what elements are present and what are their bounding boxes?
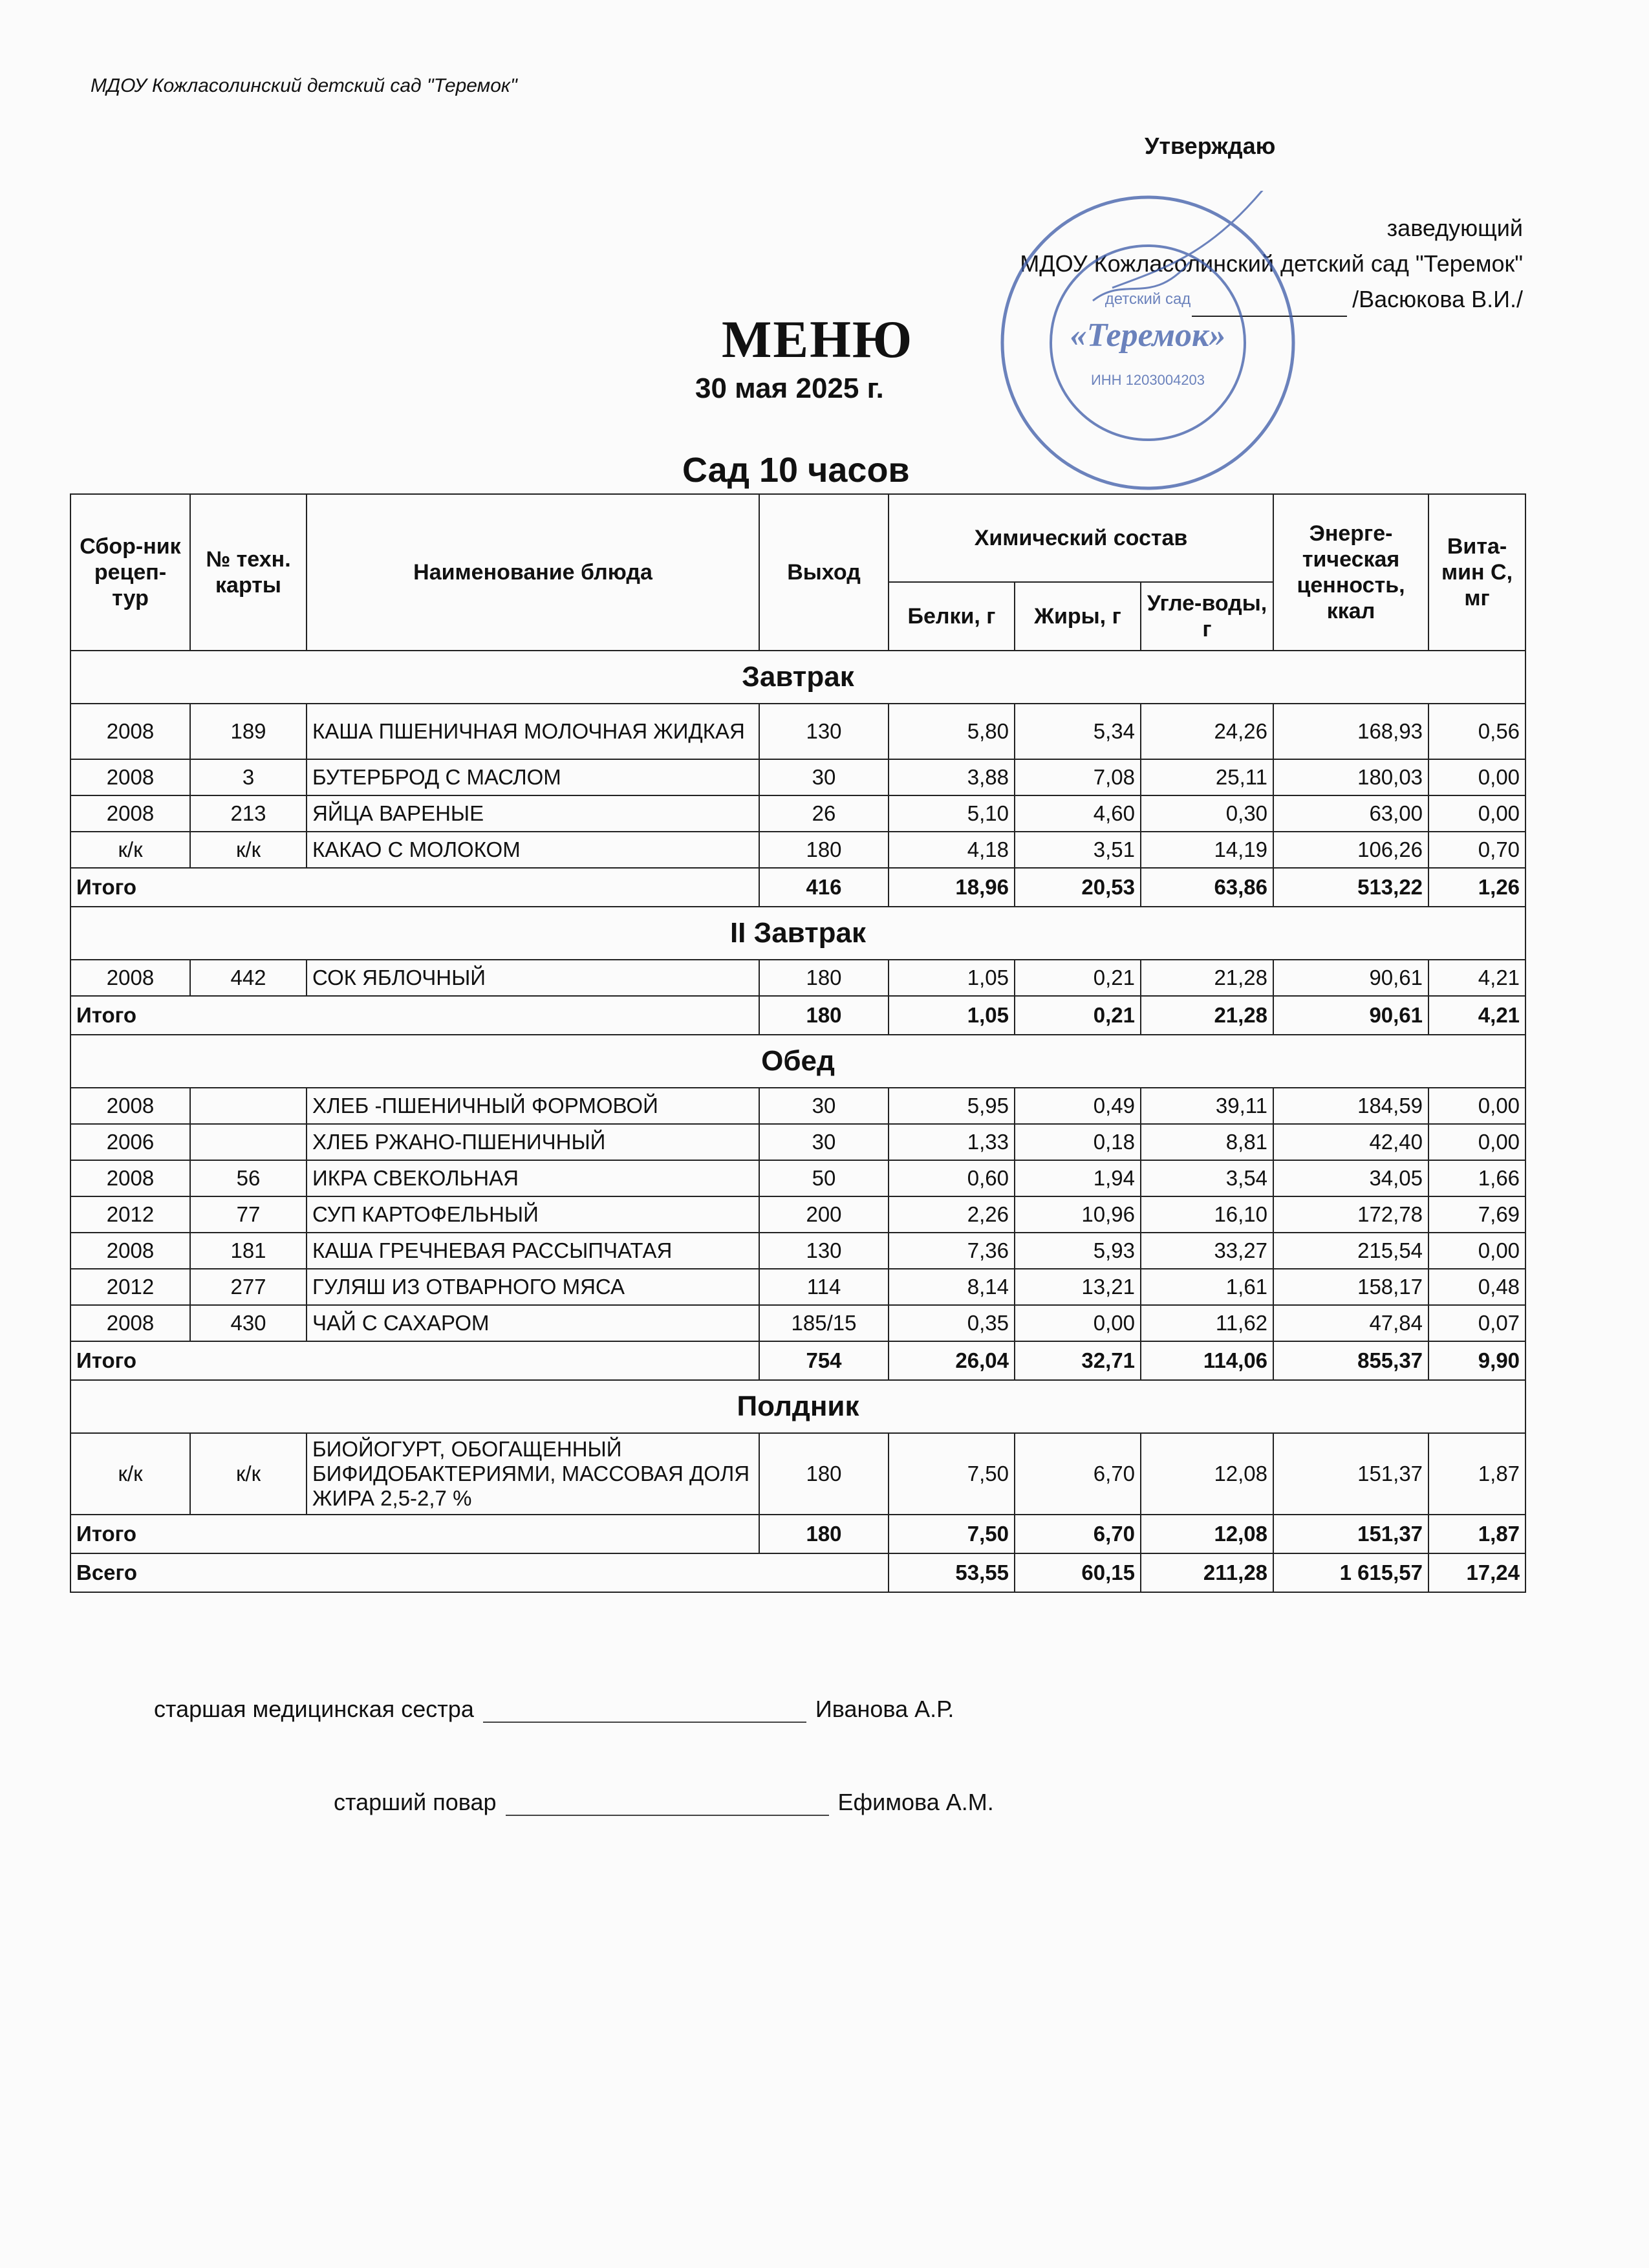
cell-dish-name: СУП КАРТОФЕЛЬНЫЙ bbox=[307, 1196, 759, 1233]
table-row bbox=[70, 704, 1525, 759]
cell-yield: 26 bbox=[759, 795, 889, 832]
section-title: Обед bbox=[70, 1035, 1525, 1088]
cell-dish-name: КАША ГРЕЧНЕВАЯ РАССЫПЧАТАЯ bbox=[307, 1233, 759, 1269]
cell-yield: 30 bbox=[759, 1088, 889, 1124]
cell-vitamin: 0,00 bbox=[1428, 795, 1525, 832]
col-vitamin: Вита-мин С, мг bbox=[1428, 494, 1525, 651]
table-row bbox=[70, 832, 1525, 868]
cell-energy: 34,05 bbox=[1273, 1160, 1428, 1196]
manager-position: заведующий bbox=[1386, 215, 1523, 241]
grand-total-label: Всего bbox=[70, 1553, 889, 1592]
table-row bbox=[70, 1305, 1525, 1341]
cell-energy: 106,26 bbox=[1273, 832, 1428, 868]
total-row bbox=[70, 996, 1525, 1035]
total-carbs: 21,28 bbox=[1141, 996, 1273, 1035]
stamp-seal bbox=[996, 191, 1300, 495]
total-proteins: 26,04 bbox=[889, 1341, 1015, 1380]
total-proteins: 18,96 bbox=[889, 868, 1015, 907]
cell-yield: 185/15 bbox=[759, 1305, 889, 1341]
cell-proteins: 0,35 bbox=[889, 1305, 1015, 1341]
total-carbs: 114,06 bbox=[1141, 1341, 1273, 1380]
cell-vitamin: 0,00 bbox=[1428, 1088, 1525, 1124]
cell-proteins: 5,80 bbox=[889, 704, 1015, 759]
cell-card: 181 bbox=[190, 1233, 307, 1269]
cell-fats: 5,34 bbox=[1015, 704, 1141, 759]
cell-carbs: 16,10 bbox=[1141, 1196, 1273, 1233]
total-yield: 754 bbox=[759, 1341, 889, 1380]
total-vitamin: 1,87 bbox=[1428, 1515, 1525, 1553]
cell-fats: 1,94 bbox=[1015, 1160, 1141, 1196]
col-carbs: Угле-воды, г bbox=[1141, 582, 1273, 651]
total-fats: 6,70 bbox=[1015, 1515, 1141, 1553]
manager-org: МДОУ Кожласолинский детский сад "Теремок" bbox=[1020, 250, 1523, 277]
cell-yield: 30 bbox=[759, 1124, 889, 1160]
table-row bbox=[70, 1269, 1525, 1305]
cell-carbs: 1,61 bbox=[1141, 1269, 1273, 1305]
cell-yield: 180 bbox=[759, 960, 889, 996]
section-header bbox=[70, 907, 1525, 960]
cell-dish-name: БИОЙОГУРТ, ОБОГАЩЕННЫЙ БИФИДОБАКТЕРИЯМИ, МАССОВАЯ ДОЛЯ ЖИРА 2,5-2,7 % bbox=[307, 1433, 759, 1515]
cell-carbs: 8,81 bbox=[1141, 1124, 1273, 1160]
cell-collection: к/к bbox=[70, 1433, 190, 1515]
total-label: Итого bbox=[70, 1515, 759, 1553]
total-yield: 180 bbox=[759, 996, 889, 1035]
cell-fats: 13,21 bbox=[1015, 1269, 1141, 1305]
cell-yield: 180 bbox=[759, 1433, 889, 1515]
total-energy: 513,22 bbox=[1273, 868, 1428, 907]
col-energy: Энерге-тическая ценность, ккал bbox=[1273, 494, 1428, 651]
cell-carbs: 3,54 bbox=[1141, 1160, 1273, 1196]
approve-label: Утверждаю bbox=[1145, 133, 1276, 159]
cell-carbs: 33,27 bbox=[1141, 1233, 1273, 1269]
cell-dish-name: ХЛЕБ -ПШЕНИЧНЫЙ ФОРМОВОЙ bbox=[307, 1088, 759, 1124]
cell-fats: 0,49 bbox=[1015, 1088, 1141, 1124]
cell-collection: 2008 bbox=[70, 795, 190, 832]
cell-card: 3 bbox=[190, 759, 307, 795]
table-row bbox=[70, 960, 1525, 996]
cell-dish-name: ЧАЙ С САХАРОМ bbox=[307, 1305, 759, 1341]
total-row bbox=[70, 1341, 1525, 1380]
cell-card bbox=[190, 1124, 307, 1160]
cell-vitamin: 0,00 bbox=[1428, 1233, 1525, 1269]
cell-card bbox=[190, 1088, 307, 1124]
cell-collection: 2008 bbox=[70, 1305, 190, 1341]
total-label: Итого bbox=[70, 996, 759, 1035]
total-fats: 0,21 bbox=[1015, 996, 1141, 1035]
total-energy: 90,61 bbox=[1273, 996, 1428, 1035]
total-label: Итого bbox=[70, 1341, 759, 1380]
cell-fats: 7,08 bbox=[1015, 759, 1141, 795]
section-title: II Завтрак bbox=[70, 907, 1525, 960]
grand-total-energy: 1 615,57 bbox=[1273, 1553, 1428, 1592]
cell-energy: 63,00 bbox=[1273, 795, 1428, 832]
cell-fats: 0,21 bbox=[1015, 960, 1141, 996]
cell-carbs: 39,11 bbox=[1141, 1088, 1273, 1124]
cell-vitamin: 0,48 bbox=[1428, 1269, 1525, 1305]
cell-collection: 2008 bbox=[70, 704, 190, 759]
cell-proteins: 1,33 bbox=[889, 1124, 1015, 1160]
total-energy: 855,37 bbox=[1273, 1341, 1428, 1380]
table-row bbox=[70, 1088, 1525, 1124]
cell-card: к/к bbox=[190, 832, 307, 868]
total-vitamin: 1,26 bbox=[1428, 868, 1525, 907]
col-tech-card: № техн. карты bbox=[190, 494, 307, 651]
signature-stroke bbox=[1112, 191, 1267, 288]
cell-vitamin: 1,66 bbox=[1428, 1160, 1525, 1196]
cell-carbs: 21,28 bbox=[1141, 960, 1273, 996]
total-yield: 180 bbox=[759, 1515, 889, 1553]
cell-fats: 0,00 bbox=[1015, 1305, 1141, 1341]
cell-fats: 5,93 bbox=[1015, 1233, 1141, 1269]
cell-collection: 2006 bbox=[70, 1124, 190, 1160]
cell-proteins: 4,18 bbox=[889, 832, 1015, 868]
cell-card: 77 bbox=[190, 1196, 307, 1233]
col-fats: Жиры, г bbox=[1015, 582, 1141, 651]
cook-signoff bbox=[334, 1789, 994, 1816]
cell-energy: 184,59 bbox=[1273, 1088, 1428, 1124]
cell-carbs: 0,30 bbox=[1141, 795, 1273, 832]
nurse-position: старшая медицинская сестра bbox=[154, 1696, 474, 1722]
menu-table bbox=[70, 493, 1526, 1593]
total-carbs: 63,86 bbox=[1141, 868, 1273, 907]
cell-carbs: 25,11 bbox=[1141, 759, 1273, 795]
cell-fats: 6,70 bbox=[1015, 1433, 1141, 1515]
cell-collection: 2008 bbox=[70, 759, 190, 795]
section-header bbox=[70, 1035, 1525, 1088]
cell-yield: 180 bbox=[759, 832, 889, 868]
cell-carbs: 11,62 bbox=[1141, 1305, 1273, 1341]
cell-carbs: 12,08 bbox=[1141, 1433, 1273, 1515]
cell-proteins: 8,14 bbox=[889, 1269, 1015, 1305]
cell-carbs: 14,19 bbox=[1141, 832, 1273, 868]
stamp-center-text: «Теремок» bbox=[1070, 317, 1226, 354]
cell-yield: 130 bbox=[759, 1233, 889, 1269]
total-label: Итого bbox=[70, 868, 759, 907]
document-subtitle: Сад 10 часов bbox=[682, 451, 910, 490]
cell-yield: 200 bbox=[759, 1196, 889, 1233]
table-row bbox=[70, 1433, 1525, 1515]
table-row bbox=[70, 795, 1525, 832]
section-title: Завтрак bbox=[70, 651, 1525, 704]
cell-energy: 158,17 bbox=[1273, 1269, 1428, 1305]
cell-fats: 4,60 bbox=[1015, 795, 1141, 832]
cell-card: 189 bbox=[190, 704, 307, 759]
cell-proteins: 5,10 bbox=[889, 795, 1015, 832]
total-vitamin: 9,90 bbox=[1428, 1341, 1525, 1380]
cell-vitamin: 0,07 bbox=[1428, 1305, 1525, 1341]
total-proteins: 7,50 bbox=[889, 1515, 1015, 1553]
cell-vitamin: 0,00 bbox=[1428, 759, 1525, 795]
table-row bbox=[70, 1233, 1525, 1269]
manager-name: /Васюкова В.И./ bbox=[1352, 286, 1523, 312]
col-chemical: Химический состав bbox=[889, 494, 1273, 582]
section-header bbox=[70, 651, 1525, 704]
section-title: Полдник bbox=[70, 1380, 1525, 1433]
table-row bbox=[70, 759, 1525, 795]
cell-proteins: 0,60 bbox=[889, 1160, 1015, 1196]
grand-total-carbs: 211,28 bbox=[1141, 1553, 1273, 1592]
cell-energy: 151,37 bbox=[1273, 1433, 1428, 1515]
cell-proteins: 3,88 bbox=[889, 759, 1015, 795]
cell-proteins: 1,05 bbox=[889, 960, 1015, 996]
cell-carbs: 24,26 bbox=[1141, 704, 1273, 759]
table-row bbox=[70, 1124, 1525, 1160]
cell-dish-name: ХЛЕБ РЖАНО-ПШЕНИЧНЫЙ bbox=[307, 1124, 759, 1160]
cell-vitamin: 0,56 bbox=[1428, 704, 1525, 759]
cell-card: к/к bbox=[190, 1433, 307, 1515]
cell-energy: 168,93 bbox=[1273, 704, 1428, 759]
table-row bbox=[70, 1196, 1525, 1233]
cell-dish-name: КАША ПШЕНИЧНАЯ МОЛОЧНАЯ ЖИДКАЯ bbox=[307, 704, 759, 759]
cell-energy: 47,84 bbox=[1273, 1305, 1428, 1341]
cell-fats: 3,51 bbox=[1015, 832, 1141, 868]
section-header bbox=[70, 1380, 1525, 1433]
organization-header: МДОУ Кожласолинский детский сад "Теремок" bbox=[91, 75, 517, 96]
total-vitamin: 4,21 bbox=[1428, 996, 1525, 1035]
cell-proteins: 7,50 bbox=[889, 1433, 1015, 1515]
grand-total-vitamin: 17,24 bbox=[1428, 1553, 1525, 1592]
col-proteins: Белки, г bbox=[889, 582, 1015, 651]
cell-collection: 2008 bbox=[70, 1160, 190, 1196]
table-row bbox=[70, 1160, 1525, 1196]
cell-collection: 2012 bbox=[70, 1269, 190, 1305]
total-yield: 416 bbox=[759, 868, 889, 907]
cell-vitamin: 1,87 bbox=[1428, 1433, 1525, 1515]
cell-yield: 114 bbox=[759, 1269, 889, 1305]
total-proteins: 1,05 bbox=[889, 996, 1015, 1035]
cell-fats: 0,18 bbox=[1015, 1124, 1141, 1160]
col-collection: Сбор-ник рецеп-тур bbox=[70, 494, 190, 651]
cell-vitamin: 7,69 bbox=[1428, 1196, 1525, 1233]
cell-yield: 30 bbox=[759, 759, 889, 795]
cell-vitamin: 0,70 bbox=[1428, 832, 1525, 868]
cell-energy: 42,40 bbox=[1273, 1124, 1428, 1160]
total-fats: 20,53 bbox=[1015, 868, 1141, 907]
cell-proteins: 7,36 bbox=[889, 1233, 1015, 1269]
cell-vitamin: 0,00 bbox=[1428, 1124, 1525, 1160]
cell-dish-name: ГУЛЯШ ИЗ ОТВАРНОГО МЯСА bbox=[307, 1269, 759, 1305]
cell-dish-name: КАКАО С МОЛОКОМ bbox=[307, 832, 759, 868]
cell-card: 213 bbox=[190, 795, 307, 832]
cell-energy: 172,78 bbox=[1273, 1196, 1428, 1233]
document-title: МЕНЮ bbox=[722, 310, 914, 369]
col-dish-name: Наименование блюда bbox=[307, 494, 759, 651]
cell-card: 56 bbox=[190, 1160, 307, 1196]
cell-collection: 2008 bbox=[70, 960, 190, 996]
cell-proteins: 5,95 bbox=[889, 1088, 1015, 1124]
document-date: 30 мая 2025 г. bbox=[695, 373, 884, 404]
signature-line bbox=[483, 1722, 806, 1723]
cell-collection: 2012 bbox=[70, 1196, 190, 1233]
signature-line bbox=[506, 1815, 829, 1816]
grand-total-fats: 60,15 bbox=[1015, 1553, 1141, 1592]
cell-collection: к/к bbox=[70, 832, 190, 868]
cell-proteins: 2,26 bbox=[889, 1196, 1015, 1233]
total-row bbox=[70, 1515, 1525, 1553]
total-row bbox=[70, 868, 1525, 907]
cell-card: 277 bbox=[190, 1269, 307, 1305]
cell-collection: 2008 bbox=[70, 1088, 190, 1124]
cell-dish-name: СОК ЯБЛОЧНЫЙ bbox=[307, 960, 759, 996]
cell-dish-name: ЯЙЦА ВАРЕНЫЕ bbox=[307, 795, 759, 832]
total-carbs: 12,08 bbox=[1141, 1515, 1273, 1553]
cell-card: 430 bbox=[190, 1305, 307, 1341]
cell-vitamin: 4,21 bbox=[1428, 960, 1525, 996]
cook-position: старший повар bbox=[334, 1789, 497, 1815]
nurse-name: Иванова А.Р. bbox=[815, 1696, 954, 1722]
cell-energy: 215,54 bbox=[1273, 1233, 1428, 1269]
stamp-inn-text: ИНН 1203004203 bbox=[1090, 372, 1205, 388]
cell-yield: 130 bbox=[759, 704, 889, 759]
stamp-top-text: детский сад bbox=[1105, 290, 1191, 308]
cell-dish-name: ИКРА СВЕКОЛЬНАЯ bbox=[307, 1160, 759, 1196]
cell-energy: 180,03 bbox=[1273, 759, 1428, 795]
cook-name: Ефимова А.М. bbox=[837, 1789, 994, 1815]
col-yield: Выход bbox=[759, 494, 889, 651]
cell-energy: 90,61 bbox=[1273, 960, 1428, 996]
total-energy: 151,37 bbox=[1273, 1515, 1428, 1553]
nurse-signoff bbox=[154, 1696, 954, 1723]
cell-yield: 50 bbox=[759, 1160, 889, 1196]
grand-total-proteins: 53,55 bbox=[889, 1553, 1015, 1592]
cell-card: 442 bbox=[190, 960, 307, 996]
total-fats: 32,71 bbox=[1015, 1341, 1141, 1380]
cell-dish-name: БУТЕРБРОД С МАСЛОМ bbox=[307, 759, 759, 795]
grand-total-row bbox=[70, 1553, 1525, 1592]
cell-fats: 10,96 bbox=[1015, 1196, 1141, 1233]
cell-collection: 2008 bbox=[70, 1233, 190, 1269]
